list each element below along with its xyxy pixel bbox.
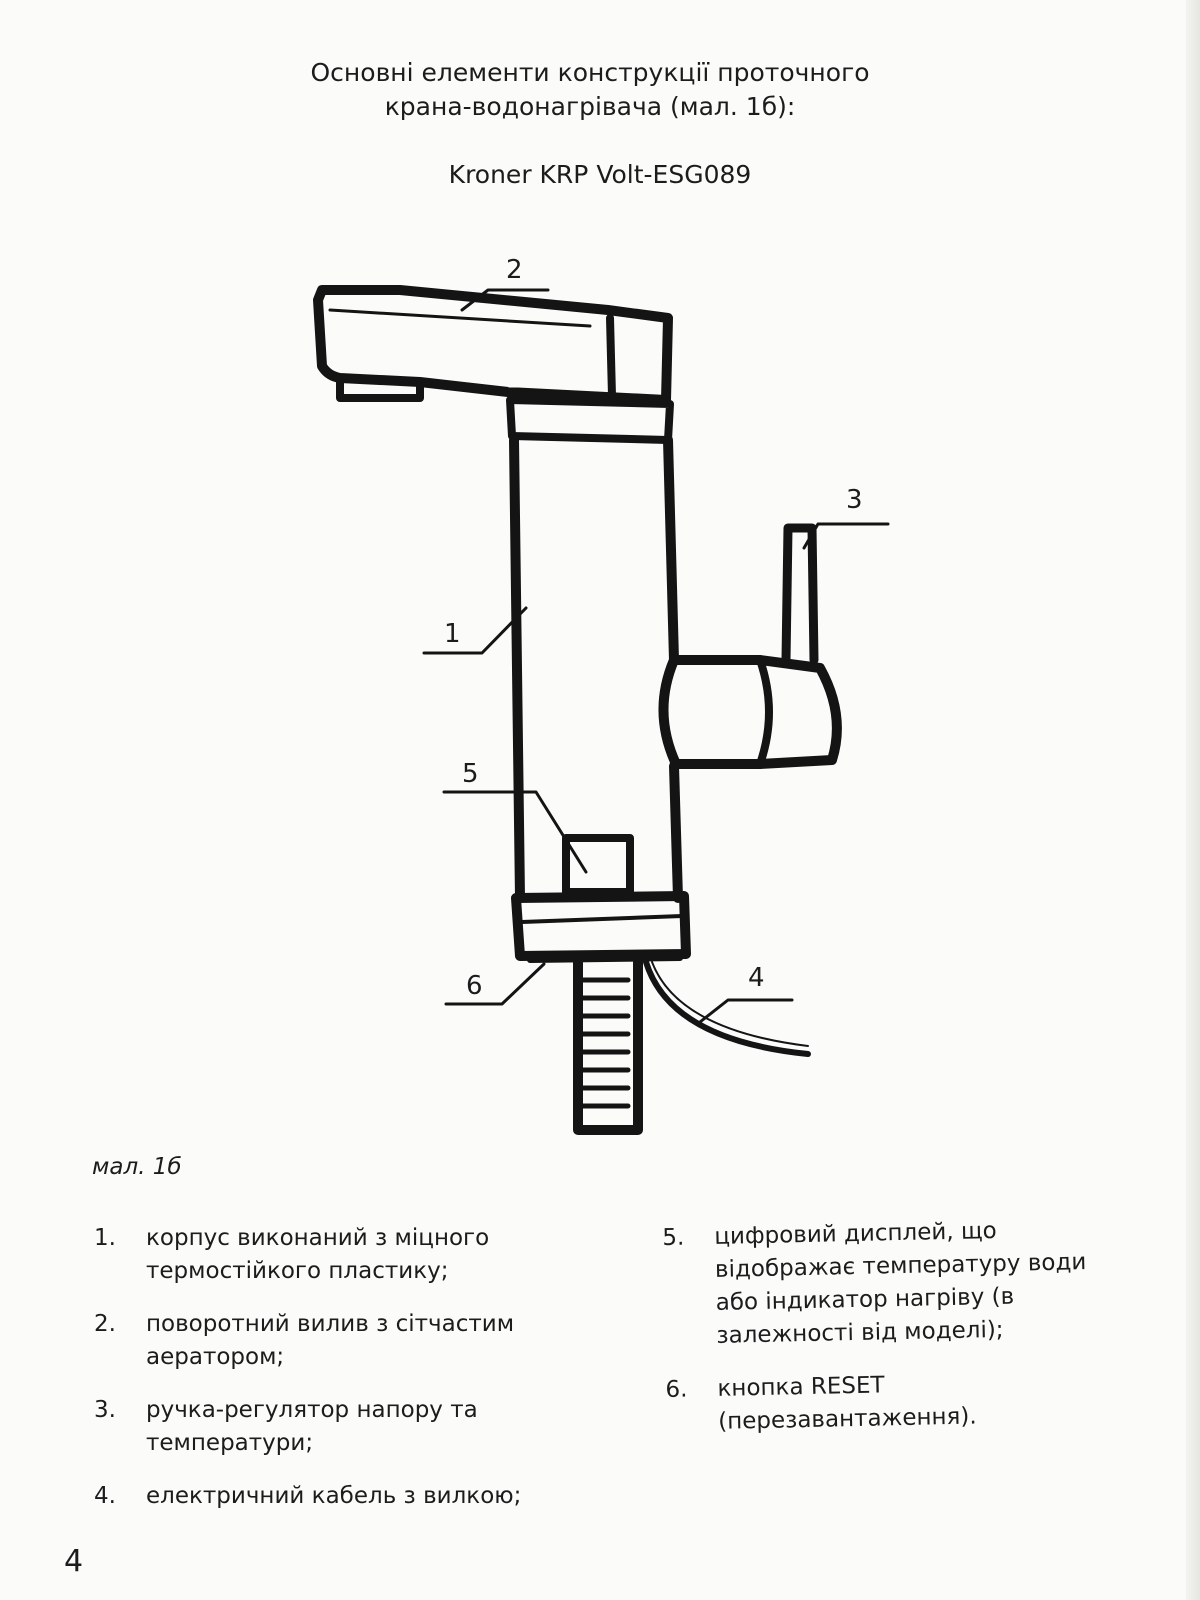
item-text: поворотний вилив з сітчастим аератором; [146,1311,515,1370]
item-number: 6. [665,1376,688,1403]
callout-4: 4 [748,963,765,993]
model-name: Kroner KRP Volt-ESG089 [448,160,752,189]
item-number: 4. [94,1483,116,1509]
parts-list-right [662,1213,1107,1460]
list-item [94,1308,614,1374]
item-text: кнопка RESET (перезавантаження). [717,1372,977,1435]
handle-knob [663,660,836,764]
base-ring [516,896,686,956]
item-text: цифровий дисплей, що відображає температуру води або індикатор нагріву (в залежності від моделі); [714,1217,1087,1349]
callout-3: 3 [846,485,863,515]
thread-teeth [582,980,628,1106]
body-top-ring [510,400,670,440]
callout-5: 5 [462,759,479,789]
body-outline-right-lower [674,766,678,898]
callout-2: 2 [506,255,523,285]
spout-joint [610,318,612,396]
item-number: 5. [662,1224,685,1251]
list-item [662,1213,1105,1354]
title-line-1: Основні елементи конструкції проточного [310,58,870,87]
title-line-2: крана-водонагрівача (мал. 1б): [384,92,796,121]
base-ring-bottom [530,958,680,960]
figure-caption: мал. 1б [92,1154,182,1180]
list-item [94,1222,614,1288]
item-number: 1. [94,1225,116,1251]
leader-6 [446,964,544,1004]
callout-6: 6 [466,971,483,1001]
list-item [94,1394,614,1460]
item-number: 2. [94,1311,116,1337]
item-number: 3. [94,1397,116,1423]
spout-inner-line [330,310,590,326]
power-cable [646,962,808,1054]
parts-list-left [94,1222,614,1533]
body-outline-right [668,440,674,660]
list-item [94,1480,614,1513]
item-text: ручка-регулятор напору та температури; [146,1397,478,1456]
list-item [665,1365,1106,1440]
page-number: 4 [64,1544,84,1579]
callout-1: 1 [444,619,461,649]
item-text: корпус виконаний з міцного термостійкого пластику; [146,1225,490,1284]
base-ring-band [522,916,682,922]
body-outline-left [514,440,520,898]
item-text: електричний кабель з вилкою; [146,1483,522,1509]
handle-lever [786,528,814,660]
display-window [566,838,630,892]
leader-4 [700,1000,792,1022]
handle-divider [760,660,769,764]
leader-1 [424,608,526,653]
